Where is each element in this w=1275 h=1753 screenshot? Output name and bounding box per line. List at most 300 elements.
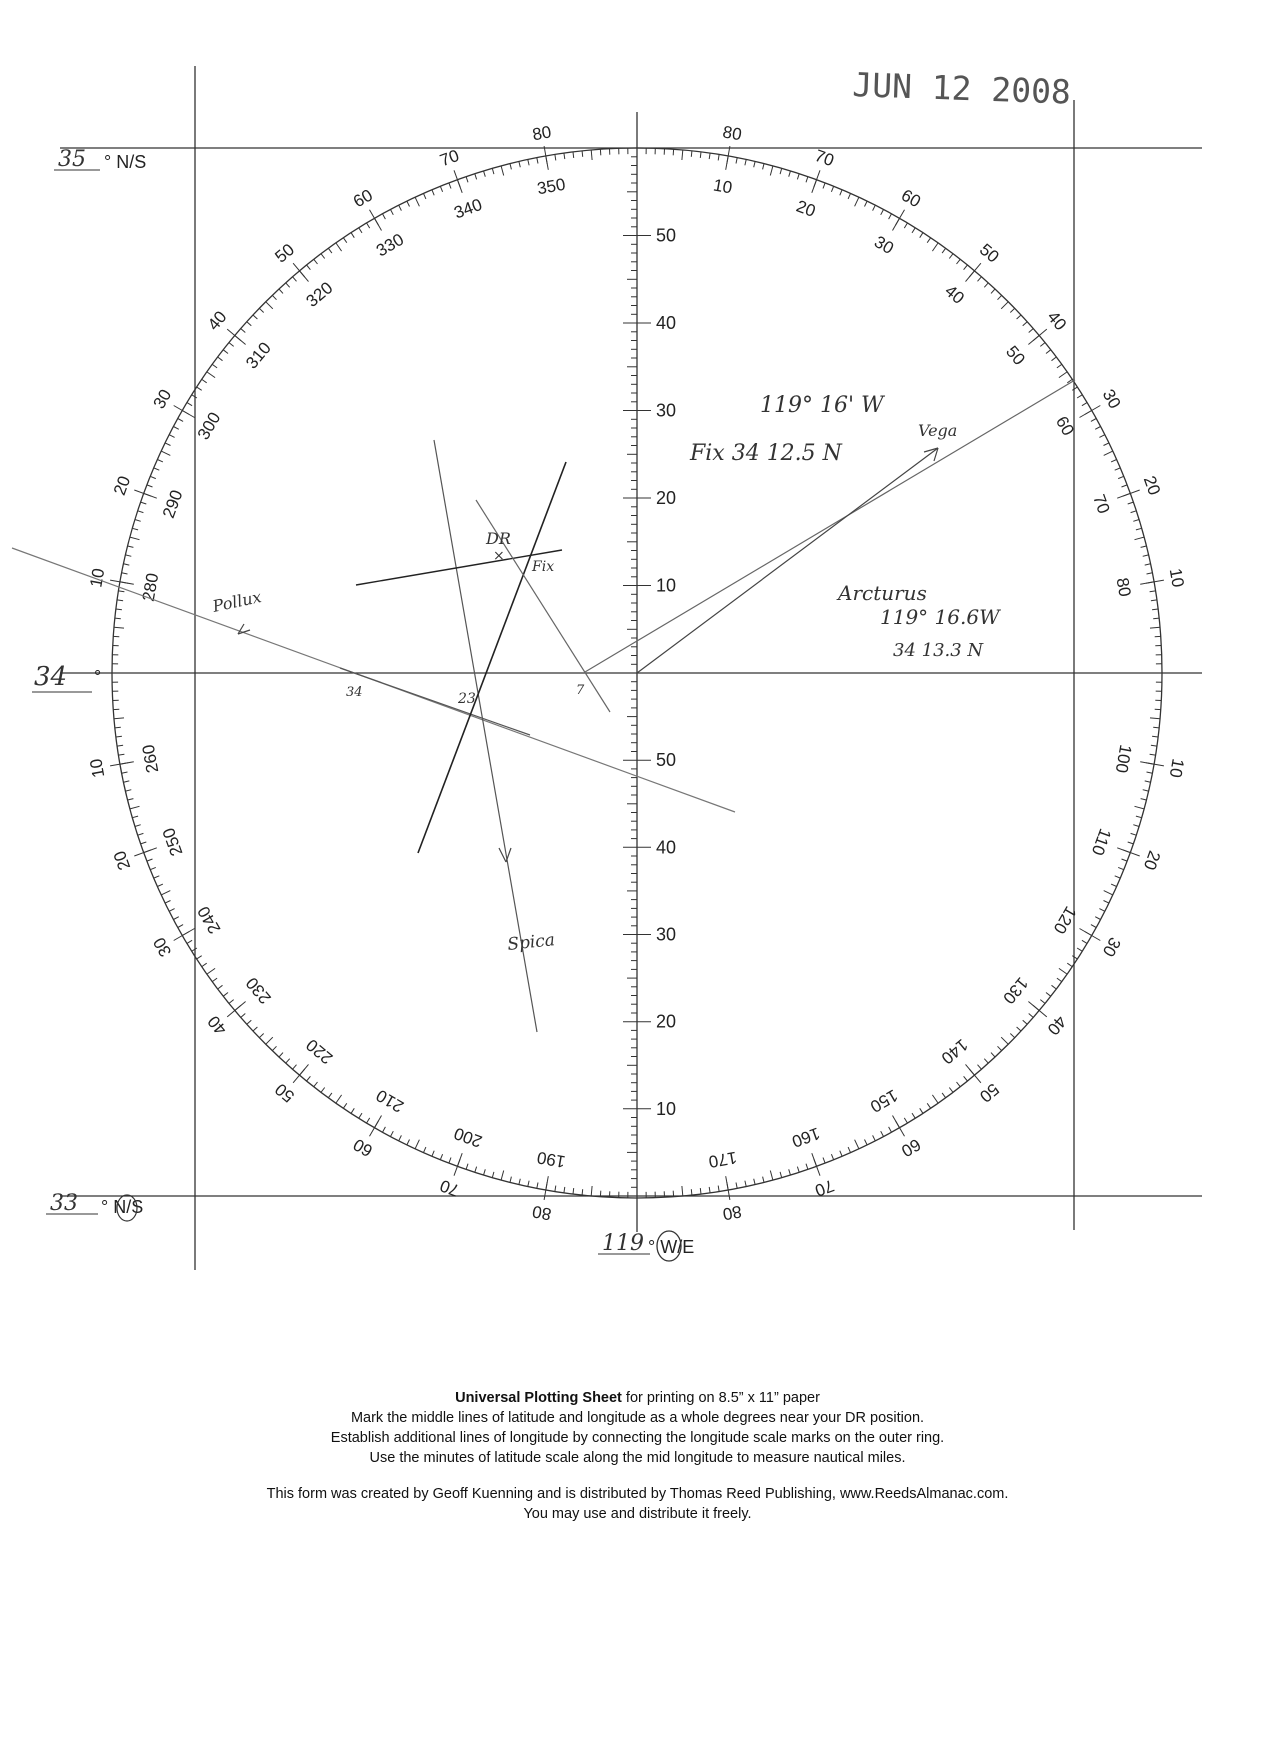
compass-bearing-label: 310 xyxy=(242,338,275,373)
outer-minute-label: 10 xyxy=(1165,757,1188,780)
compass-tick xyxy=(555,1186,556,1192)
footer-title xyxy=(0,1388,1275,1408)
compass-tick xyxy=(797,174,799,180)
compass-bearing-label: 150 xyxy=(866,1085,902,1117)
annotation-tick-23: 23 xyxy=(458,691,476,707)
compass-bearing-label: 350 xyxy=(535,174,567,199)
compass-tick xyxy=(949,1088,953,1093)
compass-tick xyxy=(1010,1034,1014,1038)
compass-tick xyxy=(321,1088,325,1093)
arcturus-line-of-position xyxy=(418,462,566,853)
compass-bearing-label: 170 xyxy=(707,1147,739,1172)
compass-tick xyxy=(424,193,426,199)
compass-tick xyxy=(114,718,124,719)
compass-tick xyxy=(229,1000,234,1004)
outer-minute-tick xyxy=(1146,763,1164,766)
compass-tick xyxy=(780,1172,782,1178)
compass-tick xyxy=(564,1187,565,1193)
outer-minute-tick xyxy=(727,146,730,164)
mid-scale-label: 30 xyxy=(656,400,677,421)
compass-tick xyxy=(831,186,833,192)
compass-tick xyxy=(912,228,915,233)
compass-tick xyxy=(391,210,394,215)
compass-tick xyxy=(449,1158,451,1164)
compass-bearing-label: 320 xyxy=(302,278,337,311)
compass-tick xyxy=(128,799,134,800)
compass-bearing-label: 80 xyxy=(1112,576,1135,599)
compass-tick xyxy=(1095,427,1100,430)
compass-tick xyxy=(920,233,923,238)
compass-tick xyxy=(840,190,842,196)
compass-tick xyxy=(736,1183,737,1189)
compass-tick xyxy=(1057,364,1062,368)
compass-tick xyxy=(343,1103,346,1108)
compass-tick xyxy=(174,917,179,920)
compass-tick xyxy=(519,162,520,168)
mid-scale-label: 40 xyxy=(656,313,677,333)
compass-tick xyxy=(1059,968,1067,974)
compass-tick xyxy=(407,1140,410,1145)
compass-tick xyxy=(881,210,884,215)
compass-tick xyxy=(1099,435,1104,438)
compass-tick xyxy=(865,1140,868,1145)
compass-tick xyxy=(218,357,223,361)
compass-tick xyxy=(1023,1020,1027,1024)
outer-minute-label: 60 xyxy=(350,185,376,212)
compass-tick xyxy=(1082,403,1087,406)
compass-tick xyxy=(904,223,907,228)
mid-scale-label: 20 xyxy=(656,1011,677,1032)
compass-tick xyxy=(1001,302,1008,309)
compass-tick xyxy=(138,833,144,835)
mid-scale-label: 10 xyxy=(656,575,677,596)
compass-tick xyxy=(855,197,859,206)
outer-minute-label: 40 xyxy=(203,307,231,335)
compass-tick xyxy=(187,403,192,406)
compass-tick xyxy=(873,1135,876,1140)
compass-tick xyxy=(582,1189,583,1195)
compass-tick xyxy=(865,201,868,206)
compass-bearing-label: 60 xyxy=(1051,413,1078,439)
compass-tick xyxy=(197,387,202,390)
compass-tick xyxy=(1040,343,1045,347)
compass-tick xyxy=(998,1046,1002,1050)
compass-tick xyxy=(806,1164,808,1170)
compass-bearing-label: 40 xyxy=(941,281,968,308)
mid-scale-label: 20 xyxy=(656,488,677,508)
outer-minute-label: 40 xyxy=(1043,307,1071,335)
compass-tick xyxy=(991,1053,995,1057)
outer-minute-label: 50 xyxy=(975,1079,1003,1107)
outer-minute-label: 20 xyxy=(109,848,135,873)
outer-minute-tick xyxy=(1146,580,1164,583)
compass-bearing-label: 280 xyxy=(138,571,163,603)
compass-bearing-label: 50 xyxy=(1002,342,1029,369)
compass-bearing-label: 220 xyxy=(302,1035,337,1068)
compass-bearing-label: 300 xyxy=(193,408,225,444)
compass-tick xyxy=(272,295,276,299)
compass-bearing-label: 100 xyxy=(1111,743,1136,775)
annotation-dr-mark: × xyxy=(493,548,505,564)
compass-tick xyxy=(573,1188,574,1194)
compass-tick xyxy=(279,289,283,293)
compass-tick xyxy=(466,177,468,183)
compass-tick xyxy=(150,476,156,478)
compass-bearing-label: 260 xyxy=(138,743,163,775)
outer-minute-label: 80 xyxy=(530,122,553,145)
compass-tick xyxy=(1104,891,1113,895)
compass-tick xyxy=(197,956,202,959)
compass-tick xyxy=(351,1108,354,1113)
annotation-fix-label: Fix xyxy=(532,559,555,575)
compass-tick xyxy=(770,1171,773,1181)
compass-tick xyxy=(932,1095,938,1103)
compass-tick xyxy=(528,1181,529,1187)
compass-tick xyxy=(998,295,1002,299)
compass-tick xyxy=(1150,718,1160,719)
compass-tick xyxy=(314,1082,318,1087)
compass-tick xyxy=(141,842,147,844)
compass-tick xyxy=(797,1167,799,1173)
compass-tick xyxy=(336,1095,342,1103)
longitude-suffix: ° W/E xyxy=(648,1237,695,1257)
compass-tick xyxy=(202,963,207,966)
compass-bearing-label: 30 xyxy=(871,232,897,259)
compass-tick xyxy=(1151,600,1157,601)
compass-tick xyxy=(957,1082,961,1087)
compass-tick xyxy=(840,1151,842,1157)
longitude-value: 119 xyxy=(602,1231,644,1256)
compass-tick xyxy=(881,1131,884,1136)
compass-tick xyxy=(927,238,930,243)
compass-tick xyxy=(978,277,982,282)
compass-tick xyxy=(1104,901,1109,904)
footer-title-bold: Universal Plotting Sheet xyxy=(455,1390,622,1406)
compass-bearing-label: 160 xyxy=(789,1123,823,1152)
compass-tick xyxy=(582,151,583,157)
compass-tick xyxy=(754,162,755,168)
compass-tick xyxy=(537,158,538,164)
mid-scale-labels xyxy=(656,226,676,1119)
compass-tick xyxy=(259,1034,263,1038)
compass-tick xyxy=(135,825,141,827)
compass-tick xyxy=(1135,806,1145,809)
compass-tick xyxy=(501,166,504,176)
compass-tick xyxy=(321,254,325,259)
footer-line-1: Mark the middle lines of latitude and longitude as a whole degrees near your DR position. xyxy=(350,1410,925,1426)
compass-bearing-label: 330 xyxy=(372,229,408,261)
compass-tick xyxy=(510,164,511,170)
compass-tick xyxy=(984,1059,988,1064)
compass-tick xyxy=(307,1076,311,1081)
compass-tick xyxy=(229,343,234,347)
annotation-dr: DR xyxy=(486,529,511,548)
compass-tick xyxy=(440,186,442,192)
compass-tick xyxy=(178,925,183,928)
compass-tick xyxy=(116,609,122,610)
outer-minute-tick xyxy=(727,1182,730,1200)
compass-tick xyxy=(343,238,346,243)
compass-tick xyxy=(573,152,574,158)
compass-tick xyxy=(432,190,434,196)
compass-tick xyxy=(424,1147,426,1153)
compass-tick xyxy=(484,1169,486,1175)
compass-tick xyxy=(169,909,174,912)
compass-tick xyxy=(848,1147,850,1153)
compass-tick xyxy=(150,867,156,869)
compass-bearing-label: 20 xyxy=(793,196,819,221)
compass-tick xyxy=(187,940,192,943)
compass-tick xyxy=(555,155,556,161)
compass-tick xyxy=(138,511,144,513)
outer-minute-label: 50 xyxy=(271,1079,299,1107)
outer-minute-label: 10 xyxy=(86,757,109,780)
compass-tick xyxy=(407,201,410,206)
compass-tick xyxy=(770,166,773,176)
compass-tick xyxy=(1122,485,1128,487)
compass-tick xyxy=(949,254,953,259)
compass-tick xyxy=(147,485,153,487)
compass-tick xyxy=(1118,476,1124,478)
compass-tick xyxy=(1072,387,1077,390)
outer-minute-label: 40 xyxy=(1043,1011,1071,1039)
compass-tick xyxy=(399,205,402,210)
longitude-label xyxy=(598,1231,694,1261)
compass-tick xyxy=(823,1158,825,1164)
compass-tick xyxy=(780,168,782,174)
compass-tick xyxy=(1017,315,1021,319)
annotation-spica: Spica xyxy=(506,930,556,955)
compass-tick xyxy=(942,1093,946,1098)
compass-tick xyxy=(383,214,386,219)
mid-scale-label: 10 xyxy=(656,1098,677,1119)
compass-bearing-label: 190 xyxy=(535,1147,567,1172)
pollux-line-of-position xyxy=(340,668,530,735)
compass-tick xyxy=(789,171,791,177)
compass-tick xyxy=(119,754,125,755)
compass-bearing-label: 240 xyxy=(193,902,225,938)
compass-tick xyxy=(718,155,719,161)
outer-minute-label: 60 xyxy=(898,1134,924,1161)
compass-tick xyxy=(115,618,121,619)
mid-scale-label: 30 xyxy=(656,924,677,945)
compass-tick xyxy=(789,1169,791,1175)
compass-tick xyxy=(336,243,342,251)
outer-minute-label: 30 xyxy=(149,934,176,960)
compass-tick xyxy=(415,1140,419,1149)
compass-tick xyxy=(147,859,153,861)
compass-tick xyxy=(1128,502,1134,504)
compass-tick xyxy=(754,1179,755,1185)
date-stamp: JUN 12 2008 xyxy=(851,65,1072,112)
mid-scale-label: 50 xyxy=(656,225,677,246)
annotation-tick-34: 34 xyxy=(346,685,363,700)
compass-tick xyxy=(114,627,124,628)
compass-tick xyxy=(1046,993,1051,997)
compass-tick xyxy=(1099,909,1104,912)
compass-tick xyxy=(212,978,217,982)
compass-tick xyxy=(253,1027,257,1031)
compass-tick xyxy=(1023,322,1027,326)
compass-tick xyxy=(202,379,207,382)
compass-tick xyxy=(253,315,257,319)
compass-tick xyxy=(359,1113,362,1118)
compass-tick xyxy=(122,772,128,773)
compass-tick xyxy=(307,265,311,270)
footer-line-2: Establish additional lines of longitude by connecting the longitude scale marks on the outer ring. xyxy=(330,1430,945,1446)
compass-tick xyxy=(709,1187,710,1193)
compass-tick xyxy=(1104,451,1113,455)
compass-tick xyxy=(1133,825,1139,827)
compass-tick xyxy=(286,1059,290,1064)
compass-tick xyxy=(161,891,170,895)
compass-tick xyxy=(1095,917,1100,920)
latitude-bottom-value: 33 xyxy=(50,1191,78,1216)
compass-tick xyxy=(1151,745,1157,746)
compass-tick xyxy=(1082,940,1087,943)
compass-tick xyxy=(178,419,183,422)
compass-tick xyxy=(964,1076,968,1081)
outer-minute-tick xyxy=(110,580,128,583)
compass-tick xyxy=(889,214,892,219)
compass-tick xyxy=(1091,925,1096,928)
footer-title-rest: for printing on 8.5” x 11” paper xyxy=(621,1390,820,1406)
compass-tick xyxy=(1029,1014,1034,1018)
compass-tick xyxy=(1067,963,1072,966)
latitude-middle-value: 34 xyxy=(34,662,68,692)
latitude-top-suffix: ° N/S xyxy=(104,152,147,172)
outer-minute-label: 50 xyxy=(271,239,299,267)
grid-lines xyxy=(60,66,1202,1270)
compass-tick xyxy=(591,1186,592,1196)
compass-tick xyxy=(359,228,362,233)
compass-tick xyxy=(241,1014,246,1018)
compass-tick xyxy=(440,1154,442,1160)
compass-tick xyxy=(174,427,179,430)
compass-tick xyxy=(957,259,961,264)
compass-bearing-label: 120 xyxy=(1049,902,1081,938)
compass-tick xyxy=(528,160,529,166)
compass-tick xyxy=(537,1183,538,1189)
compass-tick xyxy=(1046,350,1051,354)
compass-tick xyxy=(383,1127,386,1132)
compass-tick xyxy=(169,435,174,438)
compass-tick xyxy=(564,153,565,159)
compass-tick xyxy=(1141,546,1147,547)
latitude-bottom-suffix: ° N/S xyxy=(101,1197,144,1217)
outer-minute-label: 50 xyxy=(975,239,1003,267)
compass-tick xyxy=(1104,443,1109,446)
outer-minute-label: 20 xyxy=(109,473,135,498)
compass-bearing-label: 140 xyxy=(937,1035,972,1068)
outer-minute-tick xyxy=(544,1182,547,1200)
compass-tick xyxy=(130,806,140,809)
footer-license: You may use and distribute it freely. xyxy=(523,1506,752,1522)
compass-tick xyxy=(1115,876,1121,878)
compass-tick xyxy=(126,790,132,791)
compass-tick xyxy=(745,160,746,166)
compass-tick xyxy=(124,564,130,565)
compass-tick xyxy=(132,528,138,530)
compass-bearing-label: 130 xyxy=(999,973,1032,1008)
compass-tick xyxy=(1153,727,1159,728)
compass-tick xyxy=(367,1118,370,1123)
compass-tick xyxy=(475,1167,477,1173)
annotation-longitude: 119° 16' W xyxy=(760,393,884,418)
compass-tick xyxy=(1135,537,1145,540)
annotation-arcturus-lat: 34 13.3 N xyxy=(893,640,984,661)
compass-tick xyxy=(279,1053,283,1057)
compass-tick xyxy=(351,233,354,238)
compass-tick xyxy=(165,443,170,446)
compass-tick xyxy=(135,520,141,522)
compass-tick xyxy=(157,460,163,462)
compass-tick xyxy=(709,153,710,159)
compass-tick xyxy=(1072,956,1077,959)
compass-tick xyxy=(700,1188,701,1194)
compass-tick xyxy=(978,1065,982,1070)
compass-tick xyxy=(763,164,764,170)
compass-tick xyxy=(314,259,318,264)
compass-tick xyxy=(1145,781,1151,782)
compass-tick xyxy=(399,1135,402,1140)
compass-tick xyxy=(119,591,125,592)
compass-tick xyxy=(1057,978,1062,982)
outer-minute-tick xyxy=(110,763,128,766)
compass-tick xyxy=(1152,609,1158,610)
compass-tick xyxy=(964,265,968,270)
compass-tick xyxy=(718,1186,719,1192)
compass-tick xyxy=(1133,520,1139,522)
compass-tick xyxy=(1147,573,1153,574)
compass-tick xyxy=(259,308,263,312)
compass-tick xyxy=(212,364,217,368)
outer-minute-tick xyxy=(544,146,547,164)
compass-tick xyxy=(367,223,370,228)
compass-tick xyxy=(745,1181,746,1187)
compass-tick xyxy=(1136,816,1142,818)
compass-tick xyxy=(1150,754,1156,755)
compass-bearing-label: 200 xyxy=(451,1123,485,1152)
compass-tick xyxy=(286,283,290,288)
compass-tick xyxy=(391,1131,394,1136)
outer-minute-label: 80 xyxy=(721,122,744,145)
compass-tick xyxy=(1029,329,1034,333)
compass-tick xyxy=(132,816,138,818)
compass-tick xyxy=(116,736,122,737)
compass-tick xyxy=(117,600,123,601)
compass-tick xyxy=(1153,618,1159,619)
compass-tick xyxy=(501,1171,504,1181)
annotation-tick-7: 7 xyxy=(576,683,585,698)
compass-tick xyxy=(128,546,134,547)
compass-tick xyxy=(927,1103,930,1108)
annotation-pollux: Pollux xyxy=(210,587,264,616)
outer-minute-label: 30 xyxy=(1098,934,1125,960)
compass-tick xyxy=(682,150,683,160)
outer-minute-label: 80 xyxy=(721,1201,744,1224)
compass-tick xyxy=(1143,790,1149,791)
compass-tick xyxy=(920,1108,923,1113)
compass-tick xyxy=(942,248,946,253)
compass-tick xyxy=(831,1154,833,1160)
vega-bearing-line-a xyxy=(585,380,1075,672)
outer-minute-label: 60 xyxy=(898,185,924,212)
latitude-label-middle xyxy=(32,662,101,692)
outer-minute-label: 70 xyxy=(812,1175,837,1201)
compass-tick xyxy=(272,1046,276,1050)
compass-tick xyxy=(130,537,140,540)
